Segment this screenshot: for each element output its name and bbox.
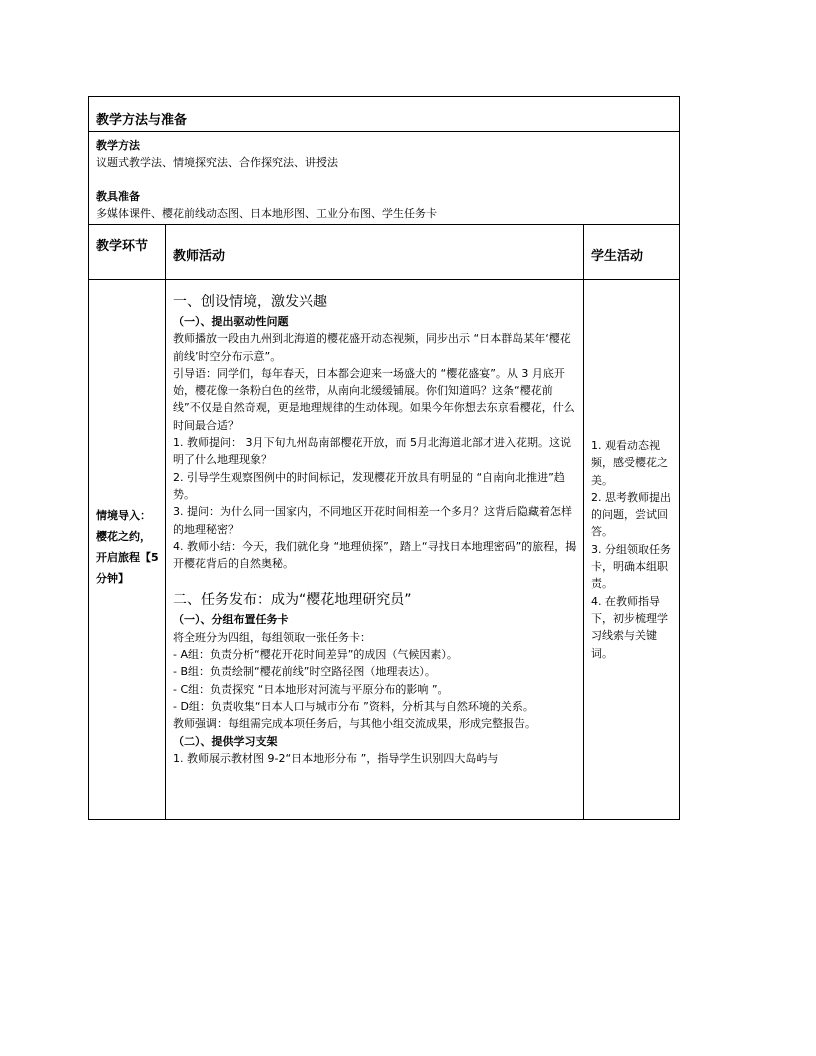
student-item: 2. 思考教师提出的问题，尝试回答。 [591, 490, 671, 539]
header-teacher: 教师活动 [173, 249, 226, 264]
paragraph: 教师强调：每组需完成本项任务后，与其他小组交流成果，形成完整报告。 [173, 717, 536, 731]
stage-label: 情境导入：樱花之约，开启旅程【5分钟】 [96, 509, 159, 585]
methods-section [89, 97, 679, 225]
tools-text: 多媒体课件、樱花前线动态图、日本地形图、工业分布图、学生任务卡 [96, 207, 437, 220]
paragraph: 3. 提问：为什么同一国家内，不同地区开花时间相差一个多月？这背后隐藏着怎样的地理秘密？ [173, 505, 572, 536]
paragraph: 4. 教师小结：今天，我们就化身 “地理侦探”，踏上“寻找日本地理密码”的旅程，揭开樱花背后的自然奥秘。 [173, 539, 577, 571]
paragraph: 教师播放一段由九州到北海道的樱花盛开动态视频，同步出示 “日本群岛某年‘樱花前线’时空分布示意”。 [173, 332, 571, 363]
student-activity [591, 437, 673, 662]
subsection-heading: （二）、提供学习支架 [173, 734, 278, 748]
header-row-divider [89, 279, 679, 280]
methods-label: 教学方法 [96, 139, 140, 152]
lesson-plan-table [88, 96, 680, 820]
paragraph: 引导语：同学们，每年春天，日本都会迎来一场盛大的 “樱花盛宴”。从 3 月底开始，樱花像一条粉白色的丝带，从南向北缓缓铺展。你们知道吗？这条“樱花前线”不仅是自然奇观，更是地理规律的生动体现。如果今年你想去东京看樱花，什么时间最合适？ [173, 366, 575, 432]
paragraph: 将全班分为四组，每组领取一张任务卡： [173, 630, 371, 644]
list-item: - C组：负责探究 “日本地形对河流与平原分布的影响 ”。 [173, 682, 449, 696]
subsection-heading: （一）、提出驱动性问题 [173, 315, 289, 328]
list-item: - D组：负责收集“日本人口与城市分布 ”资料，分析其与自然环境的关系。 [173, 699, 534, 713]
paragraph: 1. 教师提问： 3月下旬九州岛南部樱花开放，而 5月北海道北部才进入花期。这说明了什么地理现象？ [173, 436, 571, 467]
section-heading: 二、任务发布：成为“樱花地理研究员” [173, 592, 412, 609]
header-student: 学生活动 [591, 249, 644, 264]
tools-label: 教具准备 [96, 190, 140, 203]
student-item: 4. 在教师指导下，初步梳理学习线索与关键词。 [591, 594, 668, 660]
student-item: 1. 观看动态视频，感受樱花之美。 [591, 439, 668, 487]
paragraph: 2. 引导学生观察图例中的时间标记，发现樱花开放具有明显的 “自南向北推进”趋势。 [173, 470, 565, 501]
section-heading: 一、创设情境，激发兴趣 [173, 294, 327, 310]
list-item: - A组：负责分析“樱花开花时间差异”的成因（气候因素）。 [173, 648, 458, 662]
column-divider [583, 224, 584, 819]
column-divider [165, 224, 166, 819]
methods-text: 议题式教学法、情境探究法、合作探究法、讲授法 [96, 156, 338, 169]
divider [89, 131, 679, 132]
header-stage: 教学环节 [96, 239, 149, 254]
section-title: 教学方法与准备 [96, 113, 188, 128]
student-item: 3. 分组领取任务卡，明确本组职责。 [591, 542, 671, 591]
subsection-heading: （一）、分组布置任务卡 [173, 613, 289, 627]
paragraph: 1. 教师展示教材图 9-2“日本地形分布 ”，指导学生识别四大岛屿与 [173, 751, 499, 765]
teacher-activity [173, 291, 577, 767]
list-item: - B组：负责绘制“樱花前线”时空路径图（地理表达）。 [173, 665, 436, 679]
